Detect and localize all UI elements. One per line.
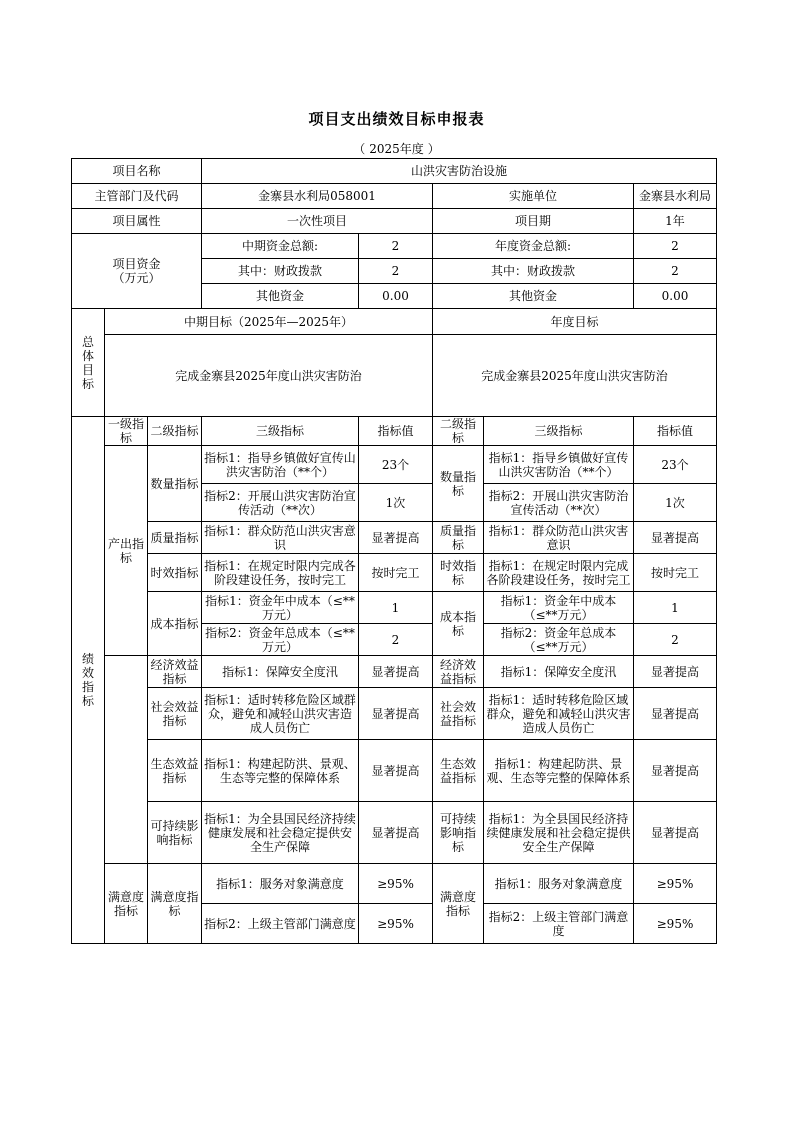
output-indicator-label: 产出指标 — [105, 446, 148, 656]
mid-total-label: 中期资金总额: — [202, 234, 359, 259]
subtitle-open: （ — [353, 142, 366, 156]
eco-annual: 指标1：保障安全度汛 — [484, 656, 634, 688]
ecol-value-annual: 显著提高 — [634, 740, 717, 802]
time-value-annual: 按时完工 — [634, 554, 717, 592]
dept-label: 主管部门及代码 — [72, 184, 202, 209]
ecol-annual: 指标1：构建起防洪、景观、生态等完整的保障体系 — [484, 740, 634, 802]
eco-value-annual: 显著提高 — [634, 656, 717, 688]
s1-value-mid: ≥95% — [359, 864, 433, 904]
perf-indicators-label — [72, 417, 105, 944]
time-value-mid: 按时完工 — [359, 554, 433, 592]
s1-annual: 指标1：服务对象满意度 — [484, 864, 634, 904]
sus-value-mid: 显著提高 — [359, 802, 433, 864]
performance-target-table — [71, 158, 717, 944]
ecol-mid: 指标1：构建起防洪、景观、生态等完整的保障体系 — [202, 740, 359, 802]
sustainable-indicator-annual: 可持续影响指标 — [433, 802, 484, 864]
mid-total-value: 2 — [359, 234, 433, 259]
c1-mid: 指标1：资金年中成本（≤**万元） — [202, 592, 359, 624]
mid-goal-text: 完成金寨县2025年度山洪灾害防治 — [105, 335, 433, 417]
time-mid: 指标1：在规定时限内完成各阶段建设任务，按时完工 — [202, 554, 359, 592]
soc-annual: 指标1：适时转移危险区域群众，避免和减轻山洪灾害造成人员伤亡 — [484, 688, 634, 740]
eco-mid: 指标1：保障安全度汛 — [202, 656, 359, 688]
s1-mid: 指标1：服务对象满意度 — [202, 864, 359, 904]
annual-other-value: 0.00 — [634, 284, 717, 309]
c2-value-mid: 2 — [359, 624, 433, 656]
mid-other-value: 0.00 — [359, 284, 433, 309]
sus-mid: 指标1：为全县国民经济持续健康发展和社会稳定提供安全生产保障 — [202, 802, 359, 864]
s1-value-annual: ≥95% — [634, 864, 717, 904]
annual-total-value: 2 — [634, 234, 717, 259]
annual-goal-text: 完成金寨县2025年度山洪灾害防治 — [433, 335, 717, 417]
c2-value-annual: 2 — [634, 624, 717, 656]
satisfaction-indicator-mid: 满意度指标 — [148, 864, 202, 944]
q2-value-annual: 1次 — [634, 484, 717, 522]
satisfaction-level1-label: 满意度指标 — [105, 864, 148, 944]
q1-mid: 指标1：指导乡镇做好宣传山洪灾害防治（**个） — [202, 446, 359, 484]
q1-annual: 指标1：指导乡镇做好宣传山洪灾害防治（**个） — [484, 446, 634, 484]
impl-value: 金寨县水利局 — [634, 184, 717, 209]
overall-goals-text: 总体目标 — [81, 334, 94, 391]
economic-indicator-annual: 经济效益指标 — [433, 656, 484, 688]
qual-value-annual: 显著提高 — [634, 522, 717, 554]
header-level3-mid: 三级指标 — [202, 417, 359, 446]
header-level2-annual: 二级指标 — [433, 417, 484, 446]
attr-label: 项目属性 — [72, 209, 202, 234]
c1-annual: 指标1：资金年中成本（≤**万元） — [484, 592, 634, 624]
soc-mid: 指标1：适时转移危险区域群众，避免和减轻山洪灾害造成人员伤亡 — [202, 688, 359, 740]
qual-mid: 指标1：群众防范山洪灾害意识 — [202, 522, 359, 554]
quality-indicator-mid: 质量指标 — [148, 522, 202, 554]
cost-indicator-mid: 成本指标 — [148, 592, 202, 656]
annual-other-label: 其他资金 — [433, 284, 634, 309]
time-indicator-mid: 时效指标 — [148, 554, 202, 592]
time-annual: 指标1：在规定时限内完成各阶段建设任务，按时完工 — [484, 554, 634, 592]
economic-indicator-mid: 经济效益指标 — [148, 656, 202, 688]
quality-indicator-annual: 质量指标 — [433, 522, 484, 554]
subtitle-year: 2025年度 — [369, 142, 424, 156]
overall-goals-label — [72, 309, 105, 417]
s2-value-annual: ≥95% — [634, 904, 717, 944]
sus-value-annual: 显著提高 — [634, 802, 717, 864]
project-name-label: 项目名称 — [72, 159, 202, 184]
annual-total-label: 年度资金总额: — [433, 234, 634, 259]
c2-mid: 指标2：资金年总成本（≤**万元） — [202, 624, 359, 656]
social-indicator-mid: 社会效益指标 — [148, 688, 202, 740]
benefit-indicator-label — [105, 656, 148, 864]
c2-annual: 指标2：资金年总成本（≤**万元） — [484, 624, 634, 656]
header-level1: 一级指标 — [105, 417, 148, 446]
qual-annual: 指标1：群众防范山洪灾害意识 — [484, 522, 634, 554]
eco-value-mid: 显著提高 — [359, 656, 433, 688]
subtitle-close: ） — [427, 142, 440, 156]
social-indicator-annual: 社会效益指标 — [433, 688, 484, 740]
sustainable-indicator-mid: 可持续影响指标 — [148, 802, 202, 864]
annual-fiscal-value: 2 — [634, 259, 717, 284]
impl-label: 实施单位 — [433, 184, 634, 209]
soc-value-annual: 显著提高 — [634, 688, 717, 740]
s2-annual: 指标2：上级主管部门满意度 — [484, 904, 634, 944]
c1-value-mid: 1 — [359, 592, 433, 624]
perf-indicators-text: 绩效指标 — [81, 652, 94, 708]
q1-value-annual: 23个 — [634, 446, 717, 484]
dept-value: 金寨县水利局058001 — [202, 184, 433, 209]
s2-value-mid: ≥95% — [359, 904, 433, 944]
qual-value-mid: 显著提高 — [359, 522, 433, 554]
mid-fiscal-value: 2 — [359, 259, 433, 284]
header-level3-annual: 三级指标 — [484, 417, 634, 446]
sus-annual: 指标1：为全县国民经济持续健康发展和社会稳定提供安全生产保障 — [484, 802, 634, 864]
fiscal-year — [0, 140, 793, 157]
attr-value: 一次性项目 — [202, 209, 433, 234]
annual-goal-header: 年度目标 — [433, 309, 717, 335]
header-level2-mid: 二级指标 — [148, 417, 202, 446]
header-value-annual: 指标值 — [634, 417, 717, 446]
q2-annual: 指标2：开展山洪灾害防治宣传活动（**次） — [484, 484, 634, 522]
q1-value-mid: 23个 — [359, 446, 433, 484]
time-indicator-annual: 时效指标 — [433, 554, 484, 592]
mid-fiscal-label: 其中：财政拨款 — [202, 259, 359, 284]
c1-value-annual: 1 — [634, 592, 717, 624]
quantity-indicator-annual: 数量指标 — [433, 446, 484, 522]
mid-other-label: 其他资金 — [202, 284, 359, 309]
ecological-indicator-mid: 生态效益指标 — [148, 740, 202, 802]
mid-goal-header: 中期目标（2025年—2025年） — [105, 309, 433, 335]
s2-mid: 指标2：上级主管部门满意度 — [202, 904, 359, 944]
quantity-indicator-mid: 数量指标 — [148, 446, 202, 522]
project-name-value: 山洪灾害防治设施 — [202, 159, 717, 184]
period-label: 项目期 — [433, 209, 634, 234]
annual-fiscal-label: 其中：财政拨款 — [433, 259, 634, 284]
satisfaction-indicator-annual: 满意度指标 — [433, 864, 484, 944]
page-title: 项目支出绩效目标申报表 — [308, 110, 485, 128]
funds-label: 项目资金（万元） — [72, 234, 202, 309]
ecological-indicator-annual: 生态效益指标 — [433, 740, 484, 802]
soc-value-mid: 显著提高 — [359, 688, 433, 740]
header-value-mid: 指标值 — [359, 417, 433, 446]
cost-indicator-annual: 成本指标 — [433, 592, 484, 656]
q2-value-mid: 1次 — [359, 484, 433, 522]
period-value: 1年 — [634, 209, 717, 234]
ecol-value-mid: 显著提高 — [359, 740, 433, 802]
q2-mid: 指标2：开展山洪灾害防治宣传活动（**次） — [202, 484, 359, 522]
